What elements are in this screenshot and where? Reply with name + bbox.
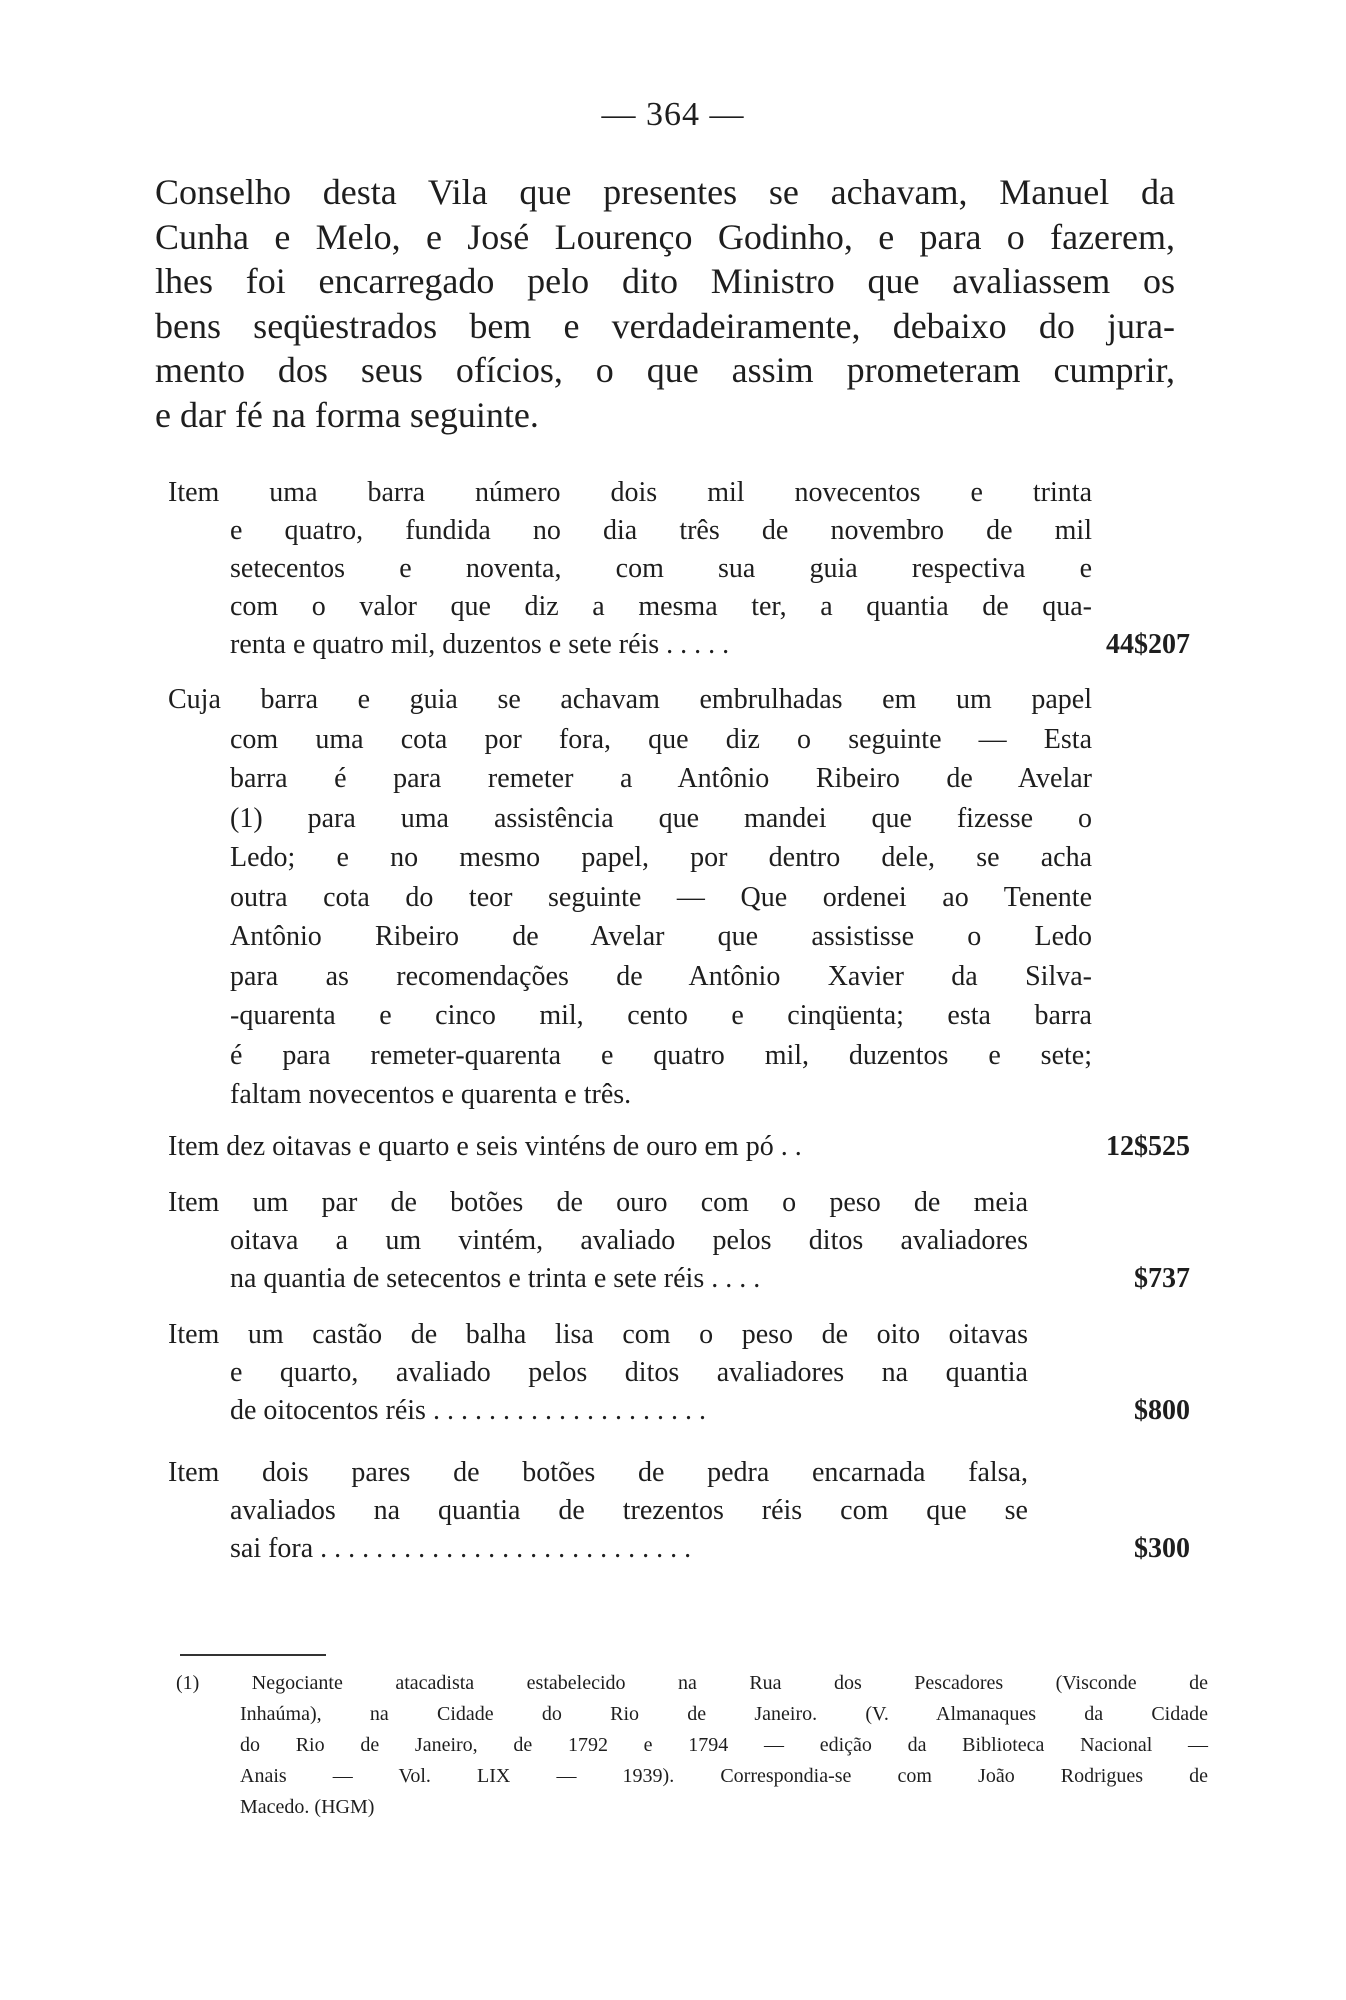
- item-line: [168, 1260, 1190, 1298]
- item-line: [168, 1530, 1190, 1568]
- item-text: renta e quatro mil, duzentos e sete réis . . . . .: [230, 629, 730, 660]
- note-line: para as recomendações de Antônio Xavier da Silva-: [230, 960, 1092, 992]
- page-number: — 364 —: [601, 96, 745, 133]
- footnote-line: do Rio de Janeiro, de 1792 e 1794 — edição da Biblioteca Nacional —: [240, 1734, 1208, 1756]
- item-text: e quatro, fundida no dia três de novembro de mil: [230, 515, 1092, 546]
- item-text: de oitocentos réis . . . . . . . . . . . . . . . . . . . .: [230, 1395, 706, 1426]
- item-text: com o valor que diz a mesma ter, a quantia de qua-: [230, 591, 1092, 622]
- opening-paragraph: [155, 170, 1175, 437]
- item-text: Item um castão de balha lisa com o peso de oito oitavas: [168, 1319, 1028, 1350]
- item-line: [168, 1128, 1190, 1166]
- paragraph-line: mento dos seus ofícios, o que assim prometeram cumprir,: [155, 350, 1175, 390]
- inventory-item: [168, 1454, 1190, 1568]
- paragraph-line: Conselho desta Vila que presentes se achavam, Manuel da: [155, 172, 1175, 212]
- item-text: oitava a um vintém, avaliado pelos ditos avaliadores: [230, 1225, 1028, 1256]
- note-line: (1) para uma assistência que mandei que fizesse o: [230, 802, 1092, 834]
- note-line: barra é para remeter a Antônio Ribeiro de Avelar: [230, 763, 1092, 794]
- note-line: Antônio Ribeiro de Avelar que assistisse o Ledo: [230, 921, 1092, 952]
- item-text: Item dois pares de botões de pedra encarnada falsa,: [168, 1457, 1028, 1488]
- paragraph-line: e dar fé na forma seguinte.: [155, 394, 539, 435]
- note-line: Ledo; e no mesmo papel, por dentro dele, se acha: [230, 842, 1092, 873]
- footnote-line: Inhaúma), na Cidade do Rio de Janeiro. (V. Almanaques da Cidade: [240, 1703, 1208, 1725]
- item-line: [168, 626, 1190, 664]
- note-line: com uma cota por fora, que diz o seguinte — Esta: [230, 723, 1092, 755]
- item-text: na quantia de setecentos e trinta e sete réis . . . .: [230, 1263, 761, 1294]
- inventory-item: [168, 1128, 1190, 1166]
- item-text: Item dez oitavas e quarto e seis vinténs de ouro em pó . .: [168, 1131, 802, 1162]
- item-amount: $800: [1134, 1395, 1190, 1426]
- footnote-line: (1) Negociante atacadista estabelecido na Rua dos Pescadores (Visconde de: [176, 1672, 1208, 1694]
- item-text: e quarto, avaliado pelos ditos avaliadores na quantia: [230, 1357, 1028, 1388]
- inventory-item: [168, 1316, 1190, 1430]
- note-line: é para remeter-quarenta e quatro mil, duzentos e sete;: [230, 1039, 1092, 1071]
- item-line: [168, 1316, 1190, 1354]
- item-line: [168, 1454, 1190, 1492]
- item-amount: 12$525: [1106, 1131, 1190, 1162]
- item-text: Item uma barra número dois mil novecentos e trinta: [168, 477, 1092, 508]
- note-line: faltam novecentos e quarenta e três.: [230, 1079, 632, 1110]
- paragraph-line: lhes foi encarregado pelo dito Ministro que avaliassem os: [155, 261, 1175, 301]
- paragraph-line: Cunha e Melo, e José Lourenço Godinho, e para o fazerem,: [155, 216, 1175, 257]
- item-line: [168, 512, 1190, 550]
- item-line: [168, 1184, 1190, 1222]
- item-text: Item um par de botões de ouro com o peso de meia: [168, 1187, 1028, 1218]
- item-text: avaliados na quantia de trezentos réis com que se: [230, 1495, 1028, 1526]
- item-line: [168, 588, 1190, 626]
- item-line: [168, 1492, 1190, 1530]
- item-line: [168, 1222, 1190, 1260]
- paragraph-line: bens seqüestrados bem e verdadeiramente, debaixo do jura-: [155, 305, 1175, 346]
- footnote-line: Macedo. (HGM): [240, 1796, 375, 1818]
- item-line: [168, 474, 1190, 512]
- footnote: [176, 1668, 1208, 1823]
- inventory-item: [168, 474, 1190, 664]
- item-amount: $300: [1134, 1533, 1190, 1564]
- note-line: outra cota do teor seguinte — Que ordenei ao Tenente: [230, 881, 1092, 913]
- item-amount: $737: [1134, 1263, 1190, 1294]
- item-text: setecentos e noventa, com sua guia respectiva e: [230, 553, 1092, 584]
- item-amount: 44$207: [1106, 629, 1190, 660]
- footnote-rule: [180, 1654, 326, 1656]
- item-text: sai fora . . . . . . . . . . . . . . . . . . . . . . . . . . .: [230, 1533, 692, 1564]
- item-line: [168, 1354, 1190, 1392]
- item-line: [168, 550, 1190, 588]
- inventory-item: [168, 1184, 1190, 1298]
- footnote-line: Anais — Vol. LIX — 1939). Correspondia-se com João Rodrigues de: [240, 1765, 1208, 1787]
- cota-note-block: [168, 680, 1092, 1115]
- item-line: [168, 1392, 1190, 1430]
- note-line: Cuja barra e guia se achavam embrulhadas em um papel: [168, 684, 1092, 715]
- note-line: -quarenta e cinco mil, cento e cinqüenta; esta barra: [230, 1000, 1092, 1031]
